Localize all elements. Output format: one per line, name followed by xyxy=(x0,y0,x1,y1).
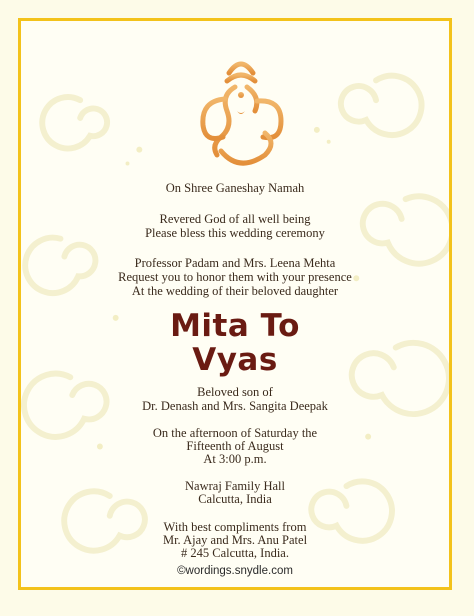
website-watermark[interactable]: ©wordings.snydle.com xyxy=(177,565,293,577)
prayer-line-2: Please bless this wedding ceremony xyxy=(145,226,325,240)
timing-line-3: At 3:00 p.m. xyxy=(203,452,267,466)
timing-line-1: On the afternoon of Saturday the xyxy=(152,426,318,440)
hosts-line-1: Professor Padam and Mrs. Leena Mehta xyxy=(134,256,336,270)
hosts-line-2: Request you to honor them with your presence xyxy=(118,270,352,284)
groom-line-2: Dr. Denash and Mrs. Sangita Deepak xyxy=(142,399,328,413)
ganesh-icon xyxy=(181,51,301,181)
blessing-line: On Shree Ganeshay Namah xyxy=(165,181,305,195)
invitation-card xyxy=(18,18,452,590)
couple-name-line-1: Mita To xyxy=(170,308,300,344)
compliments-line-1: With best compliments from xyxy=(163,520,307,534)
couple-name-line-2: Vyas xyxy=(192,342,278,378)
timing-line-2: Fifteenth of August xyxy=(186,439,284,453)
compliments-line-3: # 245 Calcutta, India. xyxy=(181,546,289,560)
venue-line-2: Calcutta, India xyxy=(198,492,272,506)
groom-line-1: Beloved son of xyxy=(197,385,273,399)
compliments-line-2: Mr. Ajay and Mrs. Anu Patel xyxy=(162,533,308,547)
prayer-line-1: Revered God of all well being xyxy=(159,212,311,226)
venue-line-1: Nawraj Family Hall xyxy=(185,479,285,493)
hosts-line-3: At the wedding of their beloved daughter xyxy=(131,284,339,298)
